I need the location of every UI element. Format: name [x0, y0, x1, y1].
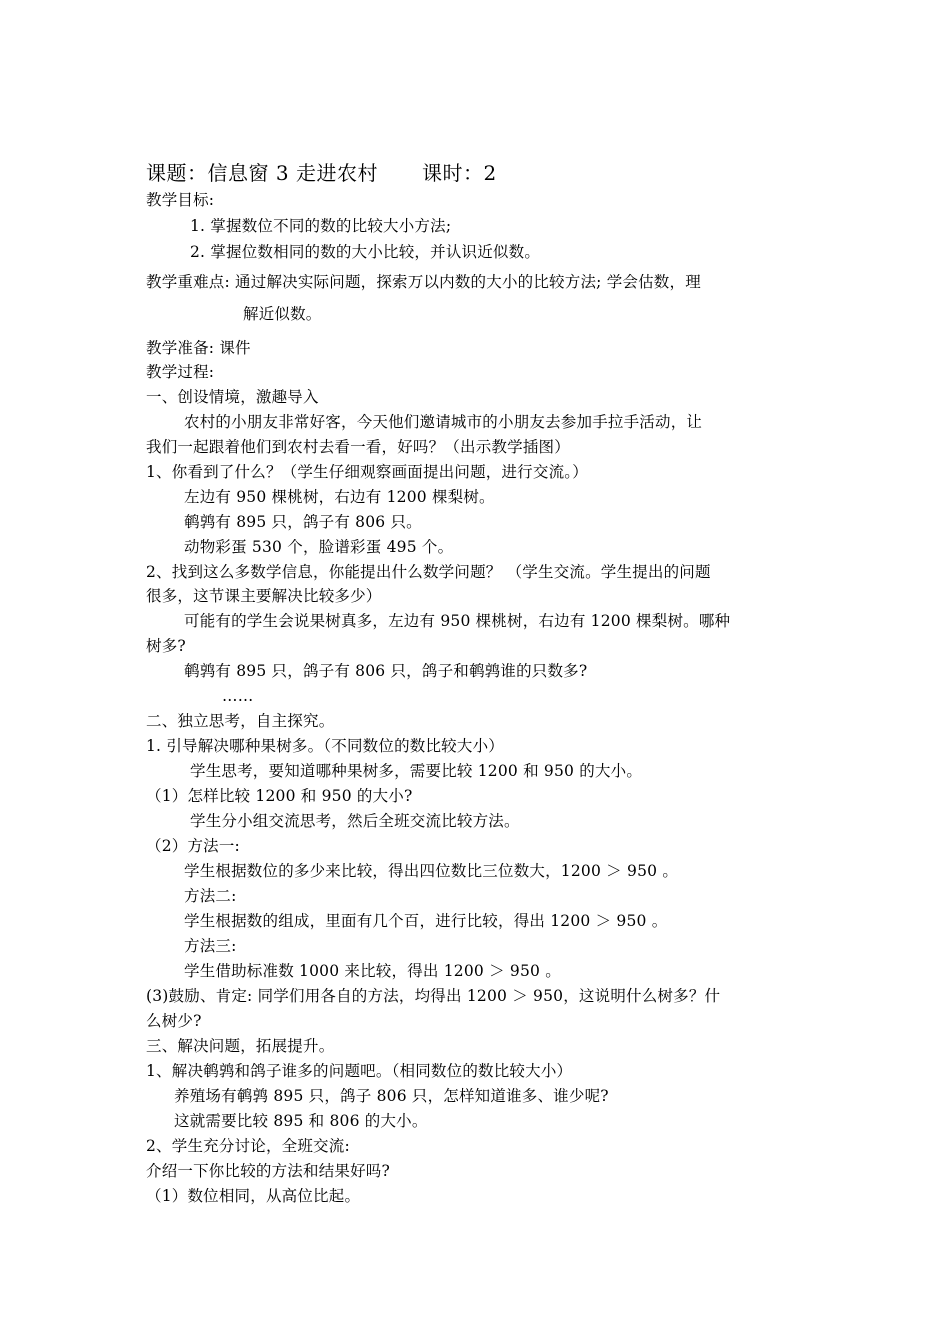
key-difficulty-line: 教学重难点: 通过解决实际问题，探索万以内数的大小的比较方法; 学会估数，理	[146, 273, 701, 291]
paragraph-line: 鹌鹑有 895 只，鸽子有 806 只，鸽子和鹌鹑谁的只数多?	[184, 662, 588, 680]
paragraph-line: 学生根据数的组成，里面有几个百，进行比较，得出 1200 ＞ 950 。	[184, 912, 668, 930]
paragraph-line: 介绍一下你比较的方法和结果好吗?	[146, 1162, 391, 1180]
paragraph-line: 我们一起跟着他们到农村去看一看，好吗？（出示教学插图）	[146, 438, 570, 456]
paragraph-line: 1、解决鹌鹑和鸽子谁多的问题吧。（相同数位的数比较大小）	[146, 1062, 573, 1080]
paragraph-line: (3)鼓励、肯定: 同学们用各自的方法，均得出 1200 ＞ 950，这说明什么树多？什	[146, 987, 721, 1005]
paragraph-line: 学生根据数位的多少来比较，得出四位数比三位数大，1200 ＞ 950 。	[184, 862, 679, 880]
teaching-process-heading: 教学过程:	[146, 363, 215, 381]
paragraph-line: 农村的小朋友非常好客，今天他们邀请城市的小朋友去参加手拉手活动，让	[184, 413, 703, 431]
paragraph-line: 很多，这节课主要解决比较多少）	[146, 587, 382, 605]
lesson-period: 课时：2	[421, 161, 497, 185]
paragraph-line: （2）方法一:	[146, 837, 240, 855]
paragraph-line: 方法三:	[184, 937, 237, 955]
key-difficulty-line: 解近似数。	[243, 305, 322, 323]
section-heading: 三、解决问题，拓展提升。	[146, 1037, 335, 1055]
paragraph-line: 1. 引导解决哪种果树多。（不同数位的数比较大小）	[146, 737, 504, 755]
section-heading: 一、创设情境，激趣导入	[146, 388, 319, 406]
paragraph-line: 方法二:	[184, 887, 237, 905]
paragraph-line: 树多?	[146, 637, 186, 655]
paragraph-line: 2、学生充分讨论，全班交流:	[146, 1137, 350, 1155]
paragraph-line: （1）数位相同，从高位比起。	[146, 1187, 361, 1205]
goal-item: 2. 掌握位数相同的数的大小比较，并认识近似数。	[190, 243, 541, 261]
paragraph-line: 学生分小组交流思考，然后全班交流比较方法。	[190, 812, 520, 830]
paragraph-line: 左边有 950 棵桃树，右边有 1200 棵梨树。	[184, 488, 495, 506]
paragraph-line: 么树少?	[146, 1012, 202, 1030]
paragraph-line: 可能有的学生会说果树真多，左边有 950 棵桃树，右边有 1200 棵梨树。哪种	[184, 612, 731, 630]
paragraph-line: （1）怎样比较 1200 和 950 的大小?	[146, 787, 413, 805]
paragraph-line: 学生借助标准数 1000 来比较，得出 1200 ＞ 950 。	[184, 962, 561, 980]
ellipsis-line: ……	[222, 687, 254, 705]
teaching-goals-heading: 教学目标:	[146, 191, 215, 209]
paragraph-line: 养殖场有鹌鹑 895 只，鸽子 806 只，怎样知道谁多、谁少呢?	[174, 1087, 609, 1105]
paragraph-line: 学生思考，要知道哪种果树多，需要比较 1200 和 950 的大小。	[190, 762, 643, 780]
paragraph-line: 1、你看到了什么？（学生仔细观察画面提出问题，进行交流。）	[146, 463, 588, 481]
paragraph-line: 动物彩蛋 530 个，脸谱彩蛋 495 个。	[184, 538, 454, 556]
teaching-prep: 教学准备: 课件	[146, 339, 251, 357]
lesson-title	[146, 160, 497, 186]
paragraph-line: 这就需要比较 895 和 806 的大小。	[174, 1112, 428, 1130]
paragraph-line: 2、找到这么多数学信息，你能提出什么数学问题？ （学生交流。学生提出的问题	[146, 563, 711, 581]
section-heading: 二、独立思考，自主探究。	[146, 712, 335, 730]
goal-item: 1. 掌握数位不同的数的比较大小方法;	[190, 217, 452, 235]
paragraph-line: 鹌鹑有 895 只，鸽子有 806 只。	[184, 513, 422, 531]
lesson-topic: 课题：信息窗 3 走进农村	[146, 161, 378, 185]
